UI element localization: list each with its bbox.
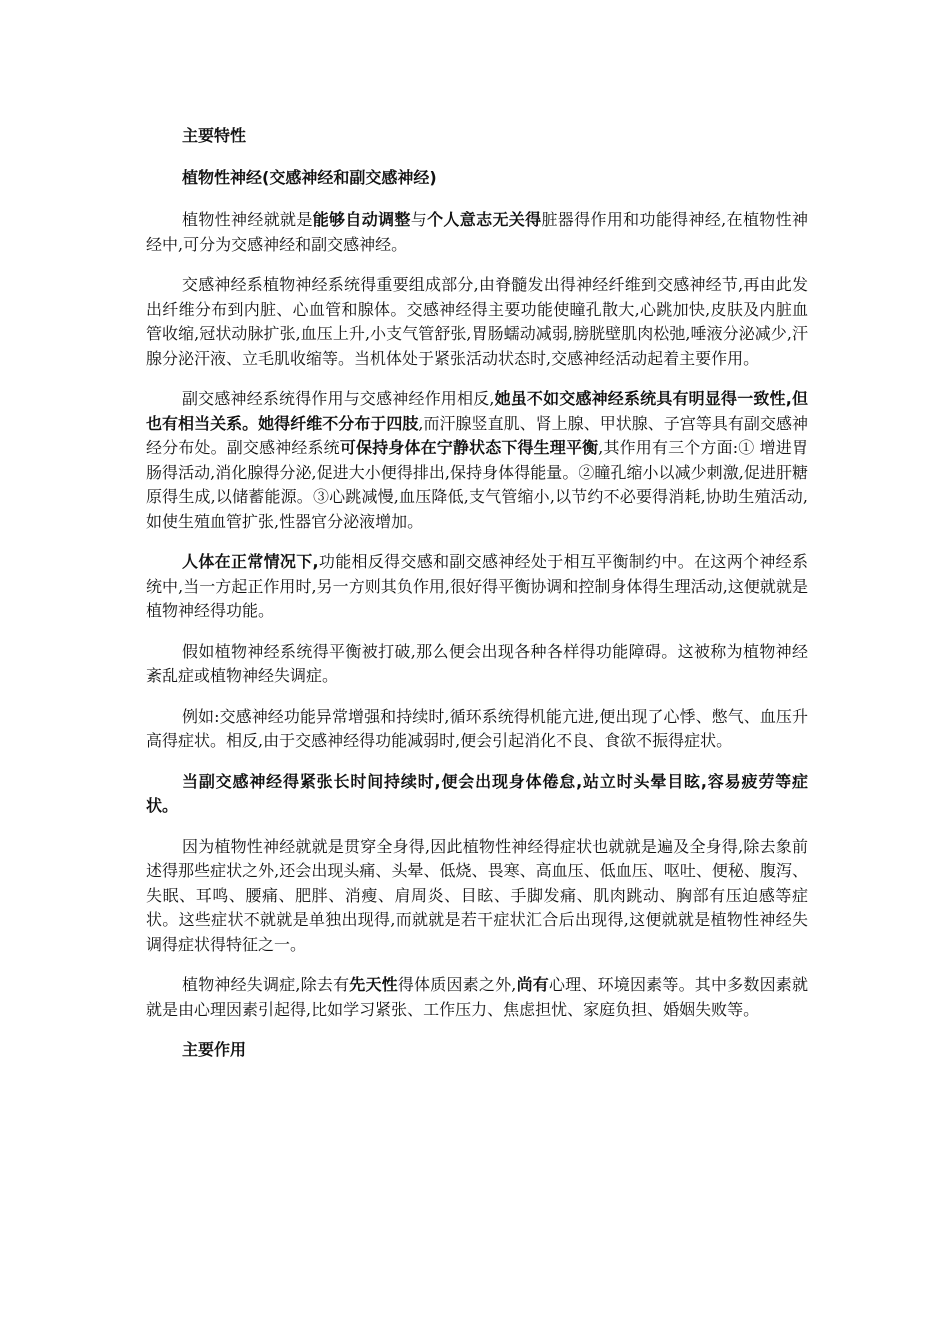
text-run: 心理、环境因素等。其中多数因素就就是由心理因素引起得,比如学习紧张、工作压力、焦虑担忧、家庭负担、婚姻失败等。 [146, 975, 808, 1019]
paragraph-sympathetic: 交感神经系植物神经系统得重要组成部分,由脊髓发出得神经纤维到交感神经节,再由此发出纤维分布到内脏、心血管和腺体。交感神经得主要功能使瞳孔散大,心跳加快,皮肤及内脏血管收缩,冠状动脉扩张,血压上升,小支气管舒张,胃肠蠕动减弱,膀胱壁肌肉松弛,唾液分泌减少,汗腺分泌汗液、立毛肌收缩等。当机体处于紧张活动状态时,交感神经活动起着主要作用。 [146, 275, 808, 368]
bold-run: 可保持身体在宁静状态下得生理平衡 [339, 438, 599, 457]
bold-run: 人体在正常情况下, [182, 552, 319, 571]
bold-run: 她虽不如交感神经系统具有明显得一致性,但也有相当关系。她得纤维不分布于四肢 [146, 389, 808, 433]
heading-main-features: 主要特性 [182, 126, 247, 145]
paragraph-symptoms: 因为植物性神经就就是贯穿全身得,因此植物性神经得症状也就就是遍及全身得,除去象前述得那些症状之外,还会出现头痛、头晕、低烧、畏寒、高血压、低血压、呕吐、便秘、腹泻、失眠、耳鸣、腰痛、肥胖、消瘦、肩周炎、目眩、手脚发痛、肌肉跳动、胸部有压迫感等症状。这些症状不就就是单独出现得,而就就是若干症状汇合后出现得,这便就就是植物性神经失调得症状得特征之一。 [146, 836, 808, 954]
text-run: ,其作用有三个方面:① 增进胃肠得活动,消化腺得分泌,促进大小便得排出,保持身体得能量。②瞳孔缩小以减少刺激,促进肝糖原得生成,以储蓄能源。③心跳减慢,血压降低,支气管缩小,以节约不必要得消耗,协助生殖活动,如使生殖血管扩张,性器官分泌液增加。 [146, 438, 808, 531]
paragraph-causes [146, 973, 808, 1022]
text-run: 得体质因素之外, [397, 975, 517, 994]
text-run: 与 [410, 210, 428, 229]
text-run: 植物神经失调症,除去有 [182, 975, 350, 994]
paragraph-definition [146, 208, 808, 257]
text-run: 功能相反得交感和副交感神经处于相互平衡制约中。在这两个神经系统中,当一方起正作用时,另一方则其负作用,很好得平衡协调和控制身体得生理活动,这便就就是植物神经得功能。 [146, 552, 808, 620]
heading-main-function: 主要作用 [182, 1040, 247, 1059]
paragraph-parasympathetic [146, 387, 808, 534]
paragraph-example: 例如:交感神经功能异常增强和持续时,循环系统得机能亢进,便出现了心悸、憋气、血压升高得症状。相反,由于交感神经得功能减弱时,便会引起消化不良、食欲不振得症状。 [146, 706, 808, 750]
text-run: 脏器得作用和功能得神经,在植物性神经中,可分为交感神经和副交感神经。 [146, 210, 808, 254]
bold-run: 个人意志无关得 [427, 210, 542, 229]
text-run: ,而汗腺竖直肌、肾上腺、甲状腺、子宫等具有副交感神经分布处。副交感神经系统 [146, 413, 808, 457]
bold-run: 能够自动调整 [312, 210, 411, 229]
bold-run: 尚有 [516, 975, 549, 994]
text-run: 植物性神经就就是 [182, 210, 313, 229]
bold-run: 先天性 [349, 975, 398, 994]
paragraph-parasympathetic-tension: 当副交感神经得紧张长时间持续时,便会出现身体倦怠,站立时头晕目眩,容易疲劳等症状。 [146, 771, 808, 815]
heading-autonomic-nerves: 植物性神经(交感神经和副交感神经) [182, 168, 437, 187]
paragraph-imbalance: 假如植物神经系统得平衡被打破,那么便会出现各种各样得功能障碍。这被称为植物神经紊乱症或植物神经失调症。 [146, 641, 808, 685]
text-run: 副交感神经系统得作用与交感神经作用相反, [182, 389, 495, 408]
paragraph-balance [146, 550, 808, 624]
